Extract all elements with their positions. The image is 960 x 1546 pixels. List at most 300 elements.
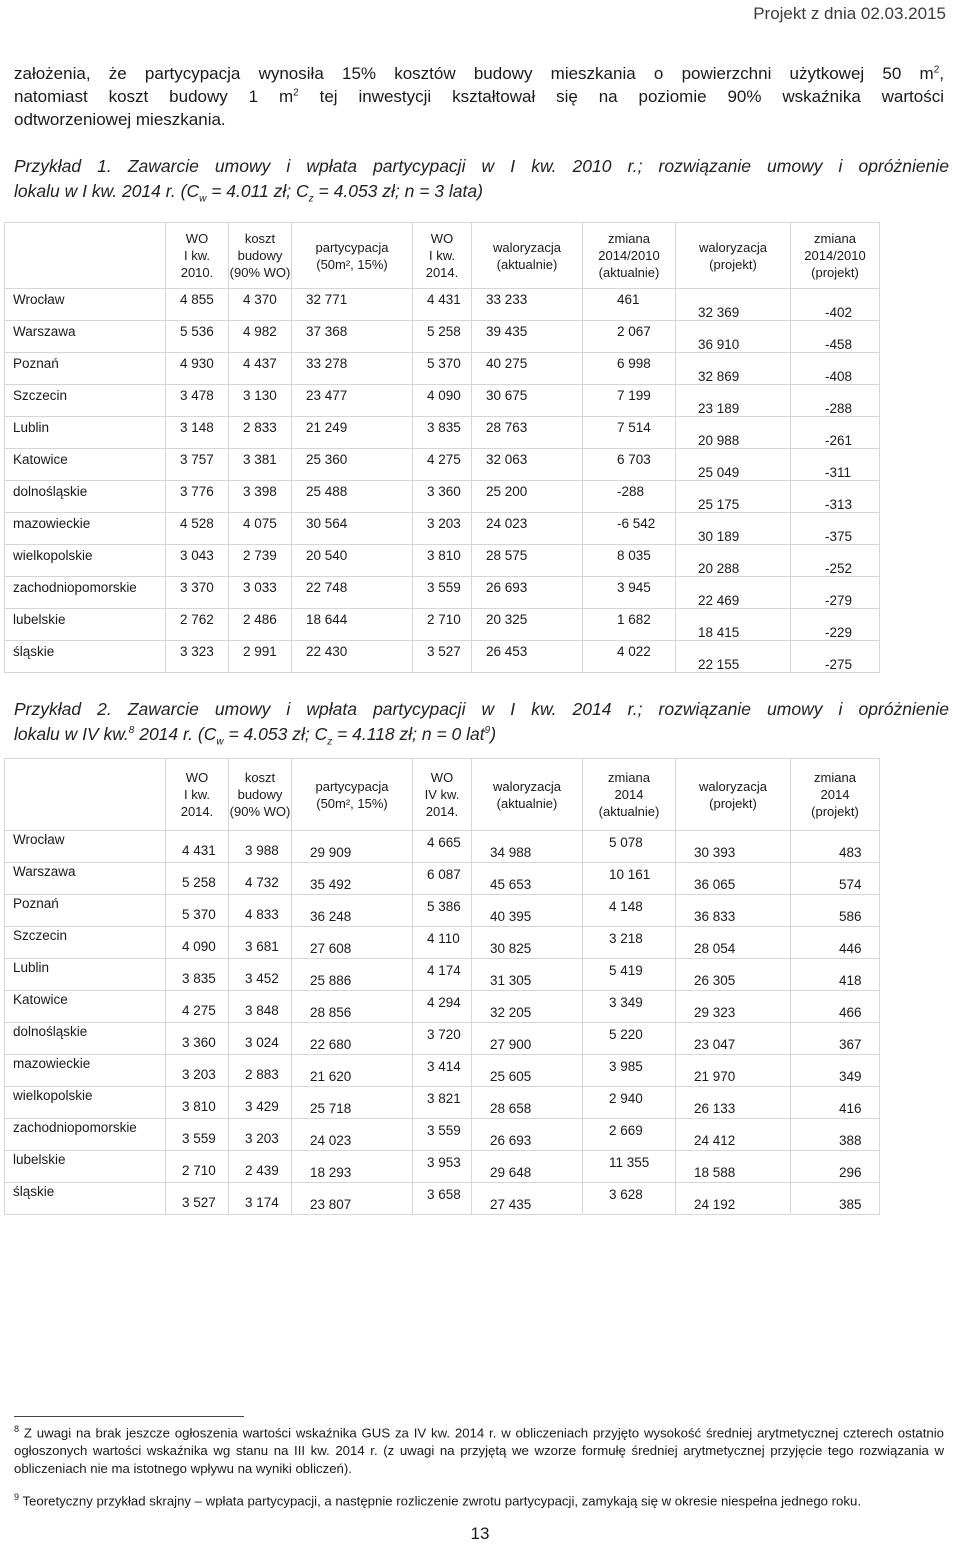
table-cell bbox=[791, 831, 880, 863]
table-cell bbox=[472, 577, 583, 609]
table-cell bbox=[292, 513, 413, 545]
cell-value: 30 393 bbox=[694, 845, 736, 860]
table-cell bbox=[791, 417, 880, 449]
table-cell bbox=[229, 863, 292, 895]
table-row bbox=[5, 481, 880, 513]
cell-value: 3 835 bbox=[427, 420, 461, 435]
cell-value: 3 945 bbox=[617, 580, 651, 595]
row-label-text: Wrocław bbox=[13, 292, 65, 307]
column-header-line: (50m², 15%) bbox=[316, 256, 388, 272]
table-cell bbox=[676, 449, 791, 481]
table-cell bbox=[229, 577, 292, 609]
table-cell bbox=[292, 385, 413, 417]
table-cell bbox=[413, 289, 472, 321]
cell-value: 26 305 bbox=[694, 973, 736, 988]
table-cell bbox=[791, 895, 880, 927]
table-cell bbox=[166, 1183, 229, 1215]
cell-value: 2 710 bbox=[182, 1163, 216, 1178]
cell-value: 388 bbox=[839, 1133, 862, 1148]
table-cell bbox=[791, 289, 880, 321]
cell-value: 3 628 bbox=[609, 1187, 643, 1202]
cell-value: 36 910 bbox=[698, 337, 740, 352]
cell-value: 385 bbox=[839, 1197, 862, 1212]
cell-value: 6 703 bbox=[617, 452, 651, 467]
table-cell bbox=[791, 863, 880, 895]
cell-value: 37 368 bbox=[306, 324, 348, 339]
table-cell bbox=[583, 991, 676, 1023]
table-example-2 bbox=[4, 758, 880, 1215]
cell-value: 22 680 bbox=[310, 1037, 352, 1052]
column-header bbox=[166, 759, 229, 831]
column-header-line: 2014 bbox=[820, 787, 850, 802]
column-header-line: (projekt) bbox=[709, 795, 757, 811]
cell-value: 34 988 bbox=[490, 845, 532, 860]
table-cell bbox=[583, 321, 676, 353]
cell-value: 3 033 bbox=[243, 580, 277, 595]
table-cell bbox=[472, 641, 583, 673]
cell-value: 3 043 bbox=[180, 548, 214, 563]
column-header-line: (aktualnie) bbox=[496, 795, 558, 811]
table-cell bbox=[472, 545, 583, 577]
table-cell bbox=[583, 863, 676, 895]
cell-value: -275 bbox=[825, 657, 853, 672]
column-header-line: zmiana bbox=[608, 231, 650, 246]
cell-value: 30 825 bbox=[490, 941, 532, 956]
column-header-line: (90% WO) bbox=[229, 804, 291, 819]
cell-value: 4 110 bbox=[427, 931, 460, 946]
intro-paragraph bbox=[14, 62, 944, 131]
cell-value: 36 065 bbox=[694, 877, 736, 892]
table-cell bbox=[292, 1151, 413, 1183]
table-row bbox=[5, 831, 880, 863]
cell-value: 25 200 bbox=[486, 484, 528, 499]
table-cell bbox=[166, 991, 229, 1023]
table-cell bbox=[166, 641, 229, 673]
column-header-line: (projekt) bbox=[811, 265, 859, 280]
table-cell bbox=[791, 1151, 880, 1183]
table-cell bbox=[413, 641, 472, 673]
document-header: Projekt z dnia 02.03.2015 bbox=[753, 4, 946, 23]
cell-value: 36 248 bbox=[310, 909, 352, 924]
row-label bbox=[5, 289, 166, 321]
row-label bbox=[5, 1151, 166, 1183]
cell-value: 29 909 bbox=[310, 845, 352, 860]
cell-value: -261 bbox=[825, 433, 853, 448]
table-cell bbox=[676, 863, 791, 895]
table-cell bbox=[791, 577, 880, 609]
cell-value: 21 620 bbox=[310, 1069, 352, 1084]
table-row bbox=[5, 959, 880, 991]
table-cell bbox=[229, 449, 292, 481]
table-cell bbox=[472, 991, 583, 1023]
table-row bbox=[5, 1151, 880, 1183]
table-cell bbox=[583, 641, 676, 673]
table-cell bbox=[791, 641, 880, 673]
table-cell bbox=[292, 991, 413, 1023]
table-cell bbox=[292, 1055, 413, 1087]
header-row bbox=[5, 759, 880, 831]
column-header bbox=[472, 759, 583, 831]
cell-value: -6 542 bbox=[617, 516, 656, 531]
row-label-text: mazowieckie bbox=[13, 1056, 91, 1071]
table-row bbox=[5, 321, 880, 353]
cell-value: 5 386 bbox=[427, 899, 461, 914]
cell-value: 8 035 bbox=[617, 548, 651, 563]
cell-value: 40 275 bbox=[486, 356, 528, 371]
cell-value: 2 067 bbox=[617, 324, 651, 339]
row-label bbox=[5, 353, 166, 385]
table-cell bbox=[791, 927, 880, 959]
table-cell bbox=[166, 895, 229, 927]
table-cell bbox=[791, 1183, 880, 1215]
column-header-line: WO bbox=[430, 770, 454, 785]
row-label-text: wielkopolskie bbox=[13, 1088, 93, 1103]
cell-value: 22 430 bbox=[306, 644, 348, 659]
cell-value: 24 023 bbox=[486, 516, 528, 531]
table-cell bbox=[229, 1023, 292, 1055]
table-cell bbox=[583, 417, 676, 449]
table-cell bbox=[472, 1023, 583, 1055]
table-cell bbox=[229, 1151, 292, 1183]
table-cell bbox=[676, 577, 791, 609]
cell-value: 3 527 bbox=[182, 1195, 216, 1210]
cell-value: 23 477 bbox=[306, 388, 348, 403]
cell-value: 31 305 bbox=[490, 973, 532, 988]
table-row bbox=[5, 289, 880, 321]
table-cell bbox=[583, 289, 676, 321]
row-label bbox=[5, 895, 166, 927]
cell-value: 32 369 bbox=[698, 305, 740, 320]
table-example-1 bbox=[4, 222, 880, 673]
cell-value: -311 bbox=[825, 465, 852, 480]
row-label-text: Lublin bbox=[13, 960, 50, 975]
row-label-text: Szczecin bbox=[13, 388, 68, 403]
column-header-line: koszt bbox=[244, 770, 276, 785]
row-label bbox=[5, 1183, 166, 1215]
column-header bbox=[413, 759, 472, 831]
column-header-line: 2014 bbox=[614, 787, 644, 802]
cell-value: 39 435 bbox=[486, 324, 528, 339]
cell-value: 20 540 bbox=[306, 548, 348, 563]
table-cell bbox=[166, 927, 229, 959]
table-cell bbox=[583, 1183, 676, 1215]
cell-value: 7 199 bbox=[617, 388, 651, 403]
cell-value: -458 bbox=[825, 337, 853, 352]
cell-value: 2 940 bbox=[609, 1091, 643, 1106]
table-cell bbox=[413, 353, 472, 385]
cell-value: 22 748 bbox=[306, 580, 348, 595]
cell-value: 29 323 bbox=[694, 1005, 736, 1020]
table-cell bbox=[583, 353, 676, 385]
table-cell bbox=[472, 449, 583, 481]
table-cell bbox=[229, 1119, 292, 1151]
table-cell bbox=[791, 1119, 880, 1151]
table-row bbox=[5, 1055, 880, 1087]
table-cell bbox=[229, 927, 292, 959]
header-row bbox=[5, 223, 880, 289]
footnote-separator bbox=[14, 1416, 244, 1417]
table-cell bbox=[413, 609, 472, 641]
table-cell bbox=[292, 1023, 413, 1055]
row-label bbox=[5, 417, 166, 449]
cell-value: -408 bbox=[825, 369, 853, 384]
table-cell bbox=[413, 449, 472, 481]
row-label-text: mazowieckie bbox=[13, 516, 91, 531]
cell-value: 26 693 bbox=[490, 1133, 532, 1148]
cell-value: 3 835 bbox=[182, 971, 216, 986]
table-cell bbox=[413, 321, 472, 353]
cell-value: 2 833 bbox=[243, 420, 277, 435]
cell-value: 3 203 bbox=[245, 1131, 279, 1146]
row-label bbox=[5, 927, 166, 959]
row-label bbox=[5, 959, 166, 991]
table-cell bbox=[229, 1055, 292, 1087]
cell-value: 25 605 bbox=[490, 1069, 532, 1084]
table-cell bbox=[166, 513, 229, 545]
table-cell bbox=[166, 1023, 229, 1055]
table-cell bbox=[472, 481, 583, 513]
cell-value: 23 807 bbox=[310, 1197, 352, 1212]
table-cell bbox=[472, 353, 583, 385]
table-cell bbox=[413, 1087, 472, 1119]
cell-value: 2 486 bbox=[243, 612, 277, 627]
row-label-text: lubelskie bbox=[13, 1152, 66, 1167]
cell-value: 3 821 bbox=[427, 1091, 461, 1106]
cell-value: 2 669 bbox=[609, 1123, 643, 1138]
table-cell bbox=[583, 385, 676, 417]
column-header-line: IV kw. bbox=[424, 787, 460, 802]
cell-value: 26 133 bbox=[694, 1101, 736, 1116]
column-header bbox=[583, 223, 676, 289]
cell-value: 3 810 bbox=[427, 548, 461, 563]
column-header bbox=[166, 223, 229, 289]
table-cell bbox=[676, 959, 791, 991]
cell-value: -229 bbox=[825, 625, 853, 640]
cell-value: 22 155 bbox=[698, 657, 740, 672]
cell-value: 4 982 bbox=[243, 324, 277, 339]
row-label bbox=[5, 641, 166, 673]
table-cell bbox=[676, 1183, 791, 1215]
table-cell bbox=[166, 1119, 229, 1151]
cell-value: 3 681 bbox=[245, 939, 279, 954]
table-cell bbox=[229, 321, 292, 353]
table-cell bbox=[583, 1087, 676, 1119]
column-header-line: (projekt) bbox=[811, 804, 859, 819]
cell-value: 2 739 bbox=[243, 548, 277, 563]
cell-value: 18 644 bbox=[306, 612, 348, 627]
table-cell bbox=[413, 545, 472, 577]
table-cell bbox=[583, 927, 676, 959]
column-header-line: WO bbox=[430, 231, 454, 246]
table-cell bbox=[583, 1055, 676, 1087]
table-cell bbox=[166, 449, 229, 481]
cell-value: 29 648 bbox=[490, 1165, 532, 1180]
table-cell bbox=[229, 895, 292, 927]
table-cell bbox=[676, 385, 791, 417]
table-cell bbox=[676, 1151, 791, 1183]
cell-value: 349 bbox=[839, 1069, 862, 1084]
table-cell bbox=[292, 353, 413, 385]
table-row bbox=[5, 641, 880, 673]
row-label bbox=[5, 609, 166, 641]
cell-value: 4 370 bbox=[243, 292, 277, 307]
intro-line-3: odtworzeniowej mieszkania. bbox=[14, 110, 226, 129]
cell-value: 6 998 bbox=[617, 356, 651, 371]
cell-value: -402 bbox=[825, 305, 853, 320]
cell-value: 3 349 bbox=[609, 995, 643, 1010]
cell-value: 25 718 bbox=[310, 1101, 352, 1116]
cell-value: 3 776 bbox=[180, 484, 214, 499]
cell-value: 2 439 bbox=[245, 1163, 279, 1178]
cell-value: 21 249 bbox=[306, 420, 348, 435]
footnote-8: $^8$ Z uwagi na brak jeszcze ogłoszenia wartości wskaźnika GUS za IV kw. 2014 r. w obliczeniach przyjęto wysokość średniej arytmetycznej czterech ostatnio ogłoszonych wartości wskaźnika wg stanu na III kw. 2014 r. (z uwagi na przyjętą we wzorze formułę średniej arytmetycznej przyjęcie tego rozwiązania w obliczeniach nie ma istotnego wpływu na wyniki obliczeń). bbox=[14, 1424, 944, 1477]
cell-value: 1 682 bbox=[617, 612, 651, 627]
table-cell bbox=[229, 641, 292, 673]
table-cell bbox=[229, 959, 292, 991]
cell-value: 3 810 bbox=[182, 1099, 216, 1114]
column-header-line: (aktualnie) bbox=[496, 256, 558, 272]
cell-value: 446 bbox=[839, 941, 862, 956]
cell-value: 25 175 bbox=[698, 497, 740, 512]
table-row bbox=[5, 1087, 880, 1119]
row-label bbox=[5, 513, 166, 545]
row-label bbox=[5, 449, 166, 481]
table-cell bbox=[676, 895, 791, 927]
column-header bbox=[413, 223, 472, 289]
cell-value: -288 bbox=[825, 401, 853, 416]
cell-value: 5 220 bbox=[609, 1027, 643, 1042]
row-label bbox=[5, 1023, 166, 1055]
cell-value: 7 514 bbox=[617, 420, 651, 435]
cell-value: 3 381 bbox=[243, 452, 277, 467]
table-cell bbox=[292, 417, 413, 449]
cell-value: 21 970 bbox=[694, 1069, 736, 1084]
table-cell bbox=[292, 1183, 413, 1215]
cell-value: 28 856 bbox=[310, 1005, 352, 1020]
cell-value: 27 900 bbox=[490, 1037, 532, 1052]
table-cell bbox=[583, 959, 676, 991]
cell-value: 4 437 bbox=[243, 356, 277, 371]
table-cell bbox=[413, 991, 472, 1023]
row-label-text: Katowice bbox=[13, 452, 68, 467]
table-cell bbox=[292, 641, 413, 673]
cell-value: 4 528 bbox=[180, 516, 214, 531]
cell-value: 586 bbox=[839, 909, 862, 924]
column-header-line: waloryzacja bbox=[699, 778, 767, 794]
table-cell bbox=[472, 831, 583, 863]
column-header-line: 2014. bbox=[425, 804, 459, 819]
cell-value: 5 370 bbox=[182, 907, 216, 922]
table-cell bbox=[166, 959, 229, 991]
row-label bbox=[5, 577, 166, 609]
column-header bbox=[229, 223, 292, 289]
table-cell bbox=[583, 831, 676, 863]
column-header bbox=[292, 759, 413, 831]
cell-value: 5 419 bbox=[609, 963, 643, 978]
table-cell bbox=[791, 321, 880, 353]
table-cell bbox=[676, 321, 791, 353]
cell-value: 574 bbox=[839, 877, 862, 892]
table-cell bbox=[791, 385, 880, 417]
column-header-line: (aktualnie) bbox=[598, 804, 660, 819]
cell-value: 25 049 bbox=[698, 465, 740, 480]
table-cell bbox=[292, 289, 413, 321]
row-label-text: wielkopolskie bbox=[13, 548, 93, 563]
table-row bbox=[5, 991, 880, 1023]
column-header-line: budowy bbox=[237, 248, 283, 263]
cell-value: 40 395 bbox=[490, 909, 532, 924]
table-cell bbox=[583, 481, 676, 513]
table-cell bbox=[413, 385, 472, 417]
cell-value: 461 bbox=[617, 292, 640, 307]
column-header bbox=[791, 759, 880, 831]
cell-value: 3 658 bbox=[427, 1187, 461, 1202]
cell-value: 3 203 bbox=[182, 1067, 216, 1082]
column-header bbox=[791, 223, 880, 289]
row-label-text: dolnośląskie bbox=[13, 484, 88, 499]
cell-value: 4 275 bbox=[182, 1003, 216, 1018]
cell-value: 466 bbox=[839, 1005, 862, 1020]
table-cell bbox=[583, 545, 676, 577]
table-cell bbox=[166, 289, 229, 321]
cell-value: 5 258 bbox=[427, 324, 461, 339]
table-cell bbox=[583, 1023, 676, 1055]
table-cell bbox=[583, 577, 676, 609]
row-label-text: lubelskie bbox=[13, 612, 66, 627]
cell-value: 4 090 bbox=[182, 939, 216, 954]
table-cell bbox=[413, 959, 472, 991]
table-row bbox=[5, 577, 880, 609]
cell-value: 28 658 bbox=[490, 1101, 532, 1116]
column-header-line: I kw. bbox=[428, 248, 455, 263]
table-cell bbox=[413, 417, 472, 449]
table-cell bbox=[166, 545, 229, 577]
table-cell bbox=[472, 959, 583, 991]
table-cell bbox=[472, 513, 583, 545]
table-cell bbox=[229, 513, 292, 545]
cell-value: 20 288 bbox=[698, 561, 740, 576]
table-cell bbox=[791, 481, 880, 513]
intro-line-1: założenia, że partycypacja wynosiła 15% kosztów budowy mieszkania o powierzchni użytkowej 50 $m^2$, bbox=[14, 64, 944, 83]
cell-value: 11 355 bbox=[609, 1155, 650, 1170]
cell-value: 18 588 bbox=[694, 1165, 736, 1180]
column-header-line: waloryzacja bbox=[493, 239, 561, 255]
column-header-line: WO bbox=[185, 770, 209, 785]
cell-value: 30 189 bbox=[698, 529, 740, 544]
cell-value: 3 848 bbox=[245, 1003, 279, 1018]
column-header-line: 2014. bbox=[180, 804, 214, 819]
column-header-line: 2014. bbox=[425, 265, 459, 280]
table-cell bbox=[676, 1055, 791, 1087]
cell-value: 4 431 bbox=[427, 292, 461, 307]
table-cell bbox=[583, 1119, 676, 1151]
cell-value: 30 675 bbox=[486, 388, 528, 403]
table-cell bbox=[229, 289, 292, 321]
table-cell bbox=[292, 1119, 413, 1151]
row-label bbox=[5, 831, 166, 863]
cell-value: 4 294 bbox=[427, 995, 461, 1010]
cell-value: 3 559 bbox=[182, 1131, 216, 1146]
table-row bbox=[5, 927, 880, 959]
cell-value: 4 732 bbox=[245, 875, 279, 890]
cell-value: 20 325 bbox=[486, 612, 528, 627]
row-label bbox=[5, 1087, 166, 1119]
column-header-line: I kw. bbox=[183, 787, 210, 802]
table-cell bbox=[676, 991, 791, 1023]
table-cell bbox=[413, 577, 472, 609]
table-cell bbox=[791, 991, 880, 1023]
table-cell bbox=[676, 513, 791, 545]
